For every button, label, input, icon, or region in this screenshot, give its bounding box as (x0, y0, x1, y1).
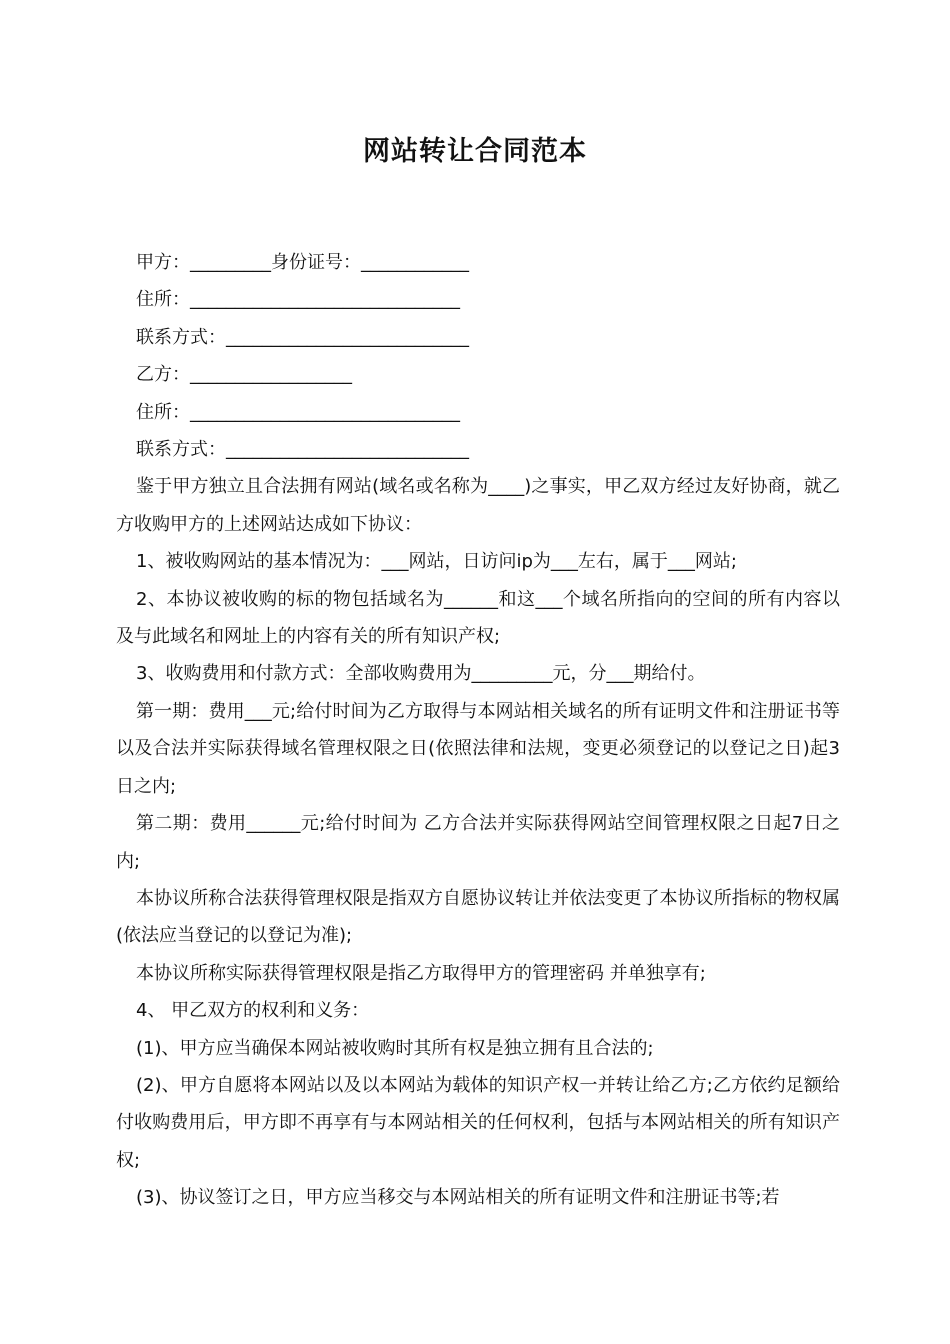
clause-4-item-3: (3)、协议签订之日，甲方应当移交与本网站相关的所有证明文件和注册证书等;若 (136, 1187, 780, 1209)
legal-rights-definition: 本协议所称合法获得管理权限是指双方自愿协议转让并依法变更了本协议所指标的物权属(依法应当登记的以登记为准); (116, 887, 840, 947)
clause-4-item-2: (2)、甲方自愿将本网站以及以本网站为载体的知识产权一并转让给乙方;乙方依约足额给付收购费用后，甲方即不再享有与本网站相关的任何权利，包括与本网站相关的所有知识产权; (116, 1074, 840, 1171)
party-a-address-line: 住所：______________________________ (136, 289, 460, 311)
clause-4-heading: 4、 甲乙双方的权利和义务： (136, 1000, 370, 1022)
party-b-line: 乙方：__________________ (136, 364, 352, 386)
payment-phase-2: 第二期：费用______元;给付时间为 乙方合法并实际获得网站空间管理权限之日起7日之内; (116, 813, 840, 872)
party-a-contact-line: 联系方式：___________________________ (136, 326, 469, 348)
party-a-line: 甲方：_________身份证号：____________ (136, 252, 469, 273)
party-b-contact-line: 联系方式：___________________________ (136, 439, 469, 461)
payment-phase-1: 第一期：费用___元;给付时间为乙方取得与本网站相关域名的所有证明文件和注册证书等以及合法并实际获得域名管理权限之日(依照法律和法规，变更必须登记的以登记之日)起3日之内; (116, 700, 840, 797)
preamble-paragraph: 鉴于甲方独立且合法拥有网站(域名或名称为____)之事实，甲乙双方经过友好协商，就乙方收购甲方的上述网站达成如下协议： (116, 476, 840, 535)
clause-1: 1、被收购网站的基本情况为：___网站，日访问ip为___左右，属于___网站; (136, 551, 737, 573)
document-title: 网站转让合同范本 (363, 136, 587, 167)
party-b-address-line: 住所：______________________________ (136, 401, 460, 423)
clause-3: 3、收购费用和付款方式：全部收购费用为_________元，分___期给付。 (136, 663, 706, 685)
actual-rights-definition: 本协议所称实际获得管理权限是指乙方取得甲方的管理密码 并单独享有; (136, 962, 706, 984)
document-body (116, 244, 840, 1217)
clause-4-item-1: (1)、甲方应当确保本网站被收购时其所有权是独立拥有且合法的; (136, 1037, 654, 1059)
clause-2: 2、本协议被收购的标的物包括域名为______和这___个域名所指向的空间的所有内容以及与此域名和网址上的内容有关的所有知识产权; (116, 588, 840, 648)
